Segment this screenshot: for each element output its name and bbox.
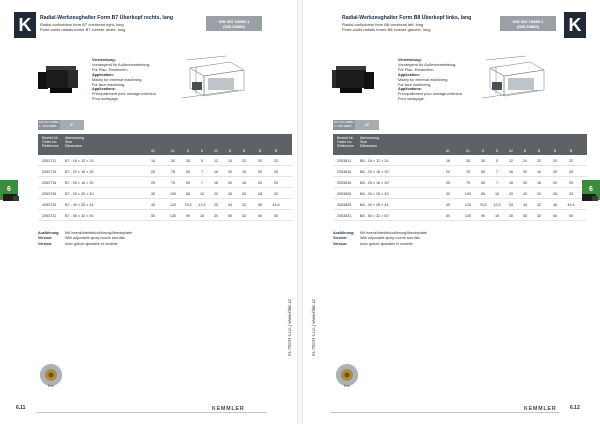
cell-value: 25	[273, 169, 279, 174]
cell-value: 25	[568, 169, 574, 174]
cell-value: 20	[257, 158, 263, 163]
cell-value: 16	[494, 213, 500, 218]
cell-value: 50	[568, 213, 574, 218]
cell-size: B7 - 40 × 25 × 44	[65, 202, 94, 207]
cell-value: 12	[213, 158, 219, 163]
cell-value: 16	[241, 169, 247, 174]
cell-value: 32	[241, 213, 247, 218]
type-bar-code: B7	[60, 120, 84, 130]
cell-value: 50	[445, 213, 451, 218]
notes	[333, 231, 427, 247]
header-size-en: Size	[65, 140, 72, 145]
usage-text-en-1: Mainly for external machining.	[92, 77, 143, 82]
header-size-de: Abmessung	[360, 136, 379, 140]
table-row	[38, 177, 292, 188]
table-row	[333, 188, 587, 199]
cell-value: 75,5	[184, 202, 192, 207]
note-row	[333, 242, 427, 247]
header-dim-3: b	[496, 149, 498, 153]
cell-size: B7 - 20 × 16 × 30	[65, 169, 94, 174]
usage-heading-de: Verwendung:	[92, 58, 116, 62]
usage-heading-de: Verwendung:	[398, 58, 422, 62]
usage-text-fr-2: Pour surfaçage.	[92, 97, 119, 102]
brand-name: KEMMLER	[212, 406, 245, 412]
toolholder-photo	[330, 60, 376, 96]
standard-line2: (DIN 69880)	[517, 23, 539, 29]
header-dim-6: l3	[242, 149, 246, 153]
cell-value: 32	[536, 213, 542, 218]
note-label: Version:	[38, 241, 53, 246]
type-bar-code: B8	[355, 120, 379, 130]
cell-value: 16	[150, 158, 156, 163]
header-dim-7: l4	[553, 149, 557, 153]
header-dim-2: l1	[186, 149, 190, 153]
cell-value: 16	[536, 180, 542, 185]
type-bar-standard: DIN ISO 10889-1 / DIN 69880	[38, 120, 60, 130]
cell-value: 50	[273, 213, 279, 218]
cell-value: 25	[445, 180, 451, 185]
toolholder-photo	[36, 60, 82, 96]
cell-value: 10	[199, 191, 205, 196]
cell-value: 25	[150, 180, 156, 185]
header-dim-7: l4	[258, 149, 262, 153]
title-block	[40, 15, 173, 32]
cell-order-no: 2053826	[337, 191, 352, 196]
standard-line1: DIN ISO 10889-1	[512, 18, 544, 24]
accessory-label: 6.xx	[48, 384, 54, 388]
cell-value: 30	[185, 158, 191, 163]
usage-heading-en: Application:	[92, 72, 114, 77]
cell-value: 44,5	[567, 202, 575, 207]
cell-size: B7 - 50 × 32 × 50	[65, 213, 94, 218]
accessory-nozzle-photo	[40, 364, 62, 386]
header-dim-0: d1	[151, 149, 155, 153]
cell-value: 44,5	[272, 202, 280, 207]
cell-value: 33	[568, 191, 574, 196]
cell-size: B8 - 50 × 32 × 50	[360, 213, 389, 218]
usage-heading-fr: Applications:	[398, 87, 423, 92]
cell-value: 50	[480, 180, 486, 185]
cell-value: 28	[257, 191, 263, 196]
usage-text-de-2: Für Plan- Einstechen.	[398, 67, 435, 72]
cell-value: 90	[185, 213, 191, 218]
footer-divider	[36, 412, 266, 413]
header-order-no-de: Bestell-Nr.	[42, 136, 59, 140]
cell-value: 22	[568, 158, 574, 163]
page-number: 6.11	[16, 405, 26, 411]
cell-value: 30	[170, 158, 176, 163]
note-text: Avec giclure ajustable et rondelle	[65, 241, 118, 246]
cell-value: 75,5	[479, 202, 487, 207]
cell-value: 20	[213, 191, 219, 196]
note-label: Version:	[333, 236, 348, 241]
usage-text-en-2: For face machining.	[398, 82, 432, 87]
header-dim-1: h1	[171, 149, 175, 153]
brand-name: KEMMLER	[524, 406, 557, 412]
cell-value: 20	[536, 191, 542, 196]
cell-value: 55	[522, 213, 528, 218]
cell-value: 24	[227, 158, 233, 163]
cell-value: 30	[227, 180, 233, 185]
header-dim-2: l1	[481, 149, 485, 153]
cell-value: 7	[200, 180, 204, 185]
cell-value: 16	[508, 180, 514, 185]
cell-value: 30	[150, 191, 156, 196]
table-row	[38, 210, 292, 221]
cell-value: 30	[227, 169, 233, 174]
cell-value: 50	[185, 169, 191, 174]
header-order-no-fr: Référence	[337, 144, 354, 149]
cell-value: 25	[273, 180, 279, 185]
usage-text-en-1: Mainly for external machining.	[398, 77, 449, 82]
cell-size: B7 - 30 × 20 × 40	[65, 191, 94, 196]
cell-value: 30	[508, 213, 514, 218]
cell-value: 25	[568, 180, 574, 185]
header-size	[360, 136, 379, 149]
notes	[38, 231, 132, 247]
usage-text-fr-1: Principalement pour usinage extérieur.	[398, 92, 463, 97]
cell-value: 20	[552, 169, 558, 174]
cell-value: 20	[241, 191, 247, 196]
cell-order-no: 4053725	[42, 202, 57, 207]
cell-value: 120	[169, 202, 177, 207]
header-size	[65, 136, 84, 149]
usage-heading-en: Application:	[398, 72, 420, 77]
header-dim-3: b	[201, 149, 203, 153]
cell-value: 22	[536, 202, 542, 207]
cell-value: 24	[522, 158, 528, 163]
cell-order-no: 2053731	[42, 213, 57, 218]
usage-text-fr-2: Pour surfaçage.	[398, 97, 425, 102]
cell-value: 30	[480, 158, 486, 163]
header-order-no	[337, 136, 354, 149]
usage-text	[92, 58, 157, 102]
header-order-no-fr: Référence	[42, 144, 59, 149]
header-order-no-en: Order-no.	[42, 140, 58, 145]
usage-text-en-2: For face machining.	[92, 82, 126, 87]
page-number: 6.12	[570, 405, 580, 411]
cell-value: 5	[495, 158, 499, 163]
header-dim-8: l5	[569, 149, 573, 153]
cell-value: 40	[445, 202, 451, 207]
cell-value: 75	[170, 180, 176, 185]
title-en: Radial toolholders form B7 overhead right, long	[40, 21, 124, 27]
table-row	[38, 188, 292, 199]
note-text: Mit Innenkühlmittelzuführung/Wendeplatte	[360, 231, 428, 235]
table-row	[38, 166, 292, 177]
chapter-tab[interactable]: 6	[0, 180, 18, 200]
kemmler-logo: K	[14, 12, 36, 38]
cell-value: 120	[464, 202, 472, 207]
cell-size: B8 - 20 × 16 × 30	[360, 169, 389, 174]
cell-order-no: 2053816	[337, 180, 352, 185]
title-block	[342, 15, 471, 32]
cell-value: 75	[465, 180, 471, 185]
kemmler-logo: K	[564, 12, 586, 38]
cell-value: 20	[257, 169, 263, 174]
cell-value: 20	[552, 158, 558, 163]
cell-value: 75	[465, 169, 471, 174]
cell-order-no: 2053811	[337, 158, 352, 163]
cell-value: 16	[445, 158, 451, 163]
cell-value: 20	[552, 180, 558, 185]
cell-value: 100	[169, 191, 177, 196]
note-label: Version:	[38, 236, 53, 241]
cell-value: 16	[508, 169, 514, 174]
cell-value: 22	[536, 158, 542, 163]
usage-text-de-1: Vorwiegend für Außenbearbeitung.	[92, 62, 151, 67]
tool-icon	[1, 192, 21, 204]
cell-value: 65	[185, 191, 191, 196]
cell-order-no: 4053825	[337, 202, 352, 207]
title-de: Radial-Werkzeughalter Form B8 Überkopf links, lang	[342, 15, 472, 21]
cell-size: B8 - 40 × 25 × 44	[360, 202, 389, 207]
usage-text-fr-1: Principalement pour usinage extérieur.	[92, 92, 157, 97]
cell-value: 50	[150, 213, 156, 218]
title-fr: Porte-outils radials forme B7 inversé droite, long	[40, 27, 126, 33]
cell-value: 90	[480, 213, 486, 218]
right-page	[300, 0, 600, 424]
note-row	[38, 242, 132, 247]
cell-value: 20	[508, 191, 514, 196]
cell-value: 44	[227, 202, 233, 207]
cell-value: 16	[536, 169, 542, 174]
cell-value: 30	[522, 169, 528, 174]
table-header	[38, 134, 292, 155]
header-dim-4: h2	[509, 149, 513, 153]
cell-value: 40	[227, 191, 233, 196]
cell-value: 30	[445, 191, 451, 196]
cell-size: B8 - 16 × 12 × 24	[360, 158, 389, 163]
header-dim-5: l2	[523, 149, 527, 153]
cell-order-no: 2053831	[337, 213, 352, 218]
cell-size: B7 - 25 × 16 × 30	[65, 180, 94, 185]
cell-value: 30	[465, 158, 471, 163]
table-header	[333, 134, 587, 155]
header-order-no	[42, 136, 59, 149]
cell-value: 50	[185, 180, 191, 185]
header-dim-5: l2	[228, 149, 232, 153]
cell-value: 30	[522, 180, 528, 185]
cell-value: 16	[213, 180, 219, 185]
cell-value: 20	[445, 169, 451, 174]
cell-value: 7	[200, 169, 204, 174]
cell-size: B8 - 25 × 16 × 30	[360, 180, 389, 185]
title-de: Radial-Werkzeughalter Form B7 Überkopf rechts, lang	[40, 15, 174, 21]
header-size-fr: Dimension	[65, 144, 82, 149]
cell-order-no: 2053726	[42, 191, 57, 196]
title-fr: Porte-outils radials forme B8 inversé gauche, long	[342, 27, 431, 33]
chapter-tab[interactable]: 6	[582, 180, 600, 200]
cell-order-no: 2053716	[42, 180, 57, 185]
cell-value: 5	[200, 158, 204, 163]
cell-value: 65	[480, 191, 486, 196]
cell-value: 12	[508, 158, 514, 163]
page-gutter	[297, 0, 303, 424]
note-text: With adjustable spray nozzle and disc	[360, 236, 421, 241]
cell-value: 75	[170, 169, 176, 174]
table-row	[38, 199, 292, 210]
title-en: Radial toolholders form B8 overhead left, long	[342, 21, 424, 27]
note-text: Avec giclure ajustable et rondelle	[360, 241, 413, 246]
cell-value: 20	[257, 180, 263, 185]
usage-heading-fr: Applications:	[92, 87, 117, 92]
technical-drawing	[178, 54, 254, 104]
header-dim-0: d1	[446, 149, 450, 153]
type-bar	[38, 120, 84, 130]
table-row	[333, 166, 587, 177]
header-size-de: Abmessung	[65, 136, 84, 140]
cell-size: B7 - 16 × 12 × 24	[65, 158, 94, 163]
header-dim-4: h2	[214, 149, 218, 153]
header-order-no-de: Bestell-Nr.	[337, 136, 354, 140]
cell-value: 44	[522, 202, 528, 207]
cell-value: 16	[241, 180, 247, 185]
accessory-label: 6.xx	[344, 384, 350, 388]
cell-order-no: 2053711	[42, 158, 57, 163]
header-dim-6: l3	[537, 149, 541, 153]
cell-value: 33	[273, 191, 279, 196]
table-row	[333, 155, 587, 166]
cell-value: 12,5	[493, 202, 501, 207]
table-row	[333, 177, 587, 188]
cell-value: 130	[169, 213, 177, 218]
header-size-en: Size	[360, 140, 367, 145]
table-row	[333, 210, 587, 221]
table-row	[333, 199, 587, 210]
header-order-no-en: Order-no.	[337, 140, 353, 145]
cell-value: 55	[227, 213, 233, 218]
cell-value: 46	[257, 202, 263, 207]
cell-order-no: 2053716	[42, 169, 57, 174]
cell-value: 28	[552, 191, 558, 196]
cell-value: 50	[480, 169, 486, 174]
note-label: Version:	[333, 241, 348, 246]
cell-value: 16	[213, 169, 219, 174]
cell-value: 22	[241, 158, 247, 163]
cell-value: 40	[150, 202, 156, 207]
standard-line2: (DIN 69880)	[223, 23, 245, 29]
note-text: Mit Innenkühlmittelzuführung/Wendeplatte	[65, 231, 133, 235]
cell-value: 46	[552, 202, 558, 207]
cell-value: 22	[273, 158, 279, 163]
cell-value: 16	[199, 213, 205, 218]
cell-value: 25	[213, 202, 219, 207]
usage-text-de-2: Für Plan- Einstechen.	[92, 67, 129, 72]
tool-icon	[580, 192, 600, 204]
header-size-fr: Dimension	[360, 144, 377, 149]
cell-value: 130	[464, 213, 472, 218]
cell-value: 7	[495, 180, 499, 185]
note-text: With adjustable spray nozzle and disc	[65, 236, 126, 241]
table-row	[38, 155, 292, 166]
vertical-footer-text: KL-TECH s.r.o. | www.kltec.cz	[287, 299, 292, 357]
type-bar	[333, 120, 379, 130]
usage-text	[398, 58, 463, 102]
header-dim-8: l5	[274, 149, 278, 153]
cell-value: 22	[241, 202, 247, 207]
cell-value: 60	[257, 213, 263, 218]
cell-value: 25	[508, 202, 514, 207]
cell-size: B8 - 30 × 20 × 40	[360, 191, 389, 196]
cell-value: 60	[552, 213, 558, 218]
footer-divider	[330, 412, 560, 413]
data-table	[333, 134, 587, 221]
accessory-nozzle-photo	[336, 364, 358, 386]
cell-value: 12,5	[198, 202, 206, 207]
standard-line1: DIN ISO 10889-1	[218, 18, 250, 24]
cell-value: 20	[150, 169, 156, 174]
data-table	[38, 134, 292, 221]
cell-value: 10	[494, 191, 500, 196]
usage-text-de-1: Vorwiegend für Außenbearbeitung.	[398, 62, 457, 67]
cell-value: 40	[522, 191, 528, 196]
type-bar-standard: DIN ISO 10889-1 / DIN 69880	[333, 120, 355, 130]
cell-value: 100	[464, 191, 472, 196]
note-label: Ausführung:	[333, 231, 355, 235]
note-label: Ausführung:	[38, 231, 60, 235]
technical-drawing	[478, 54, 554, 104]
standard-badge	[500, 16, 556, 31]
standard-badge	[206, 16, 262, 31]
header-dim-1: h1	[466, 149, 470, 153]
cell-value: 30	[213, 213, 219, 218]
vertical-footer-text: KL-TECH s.r.o. | www.kltec.cz	[311, 299, 316, 357]
cell-order-no: 2053816	[337, 169, 352, 174]
cell-value: 7	[495, 169, 499, 174]
